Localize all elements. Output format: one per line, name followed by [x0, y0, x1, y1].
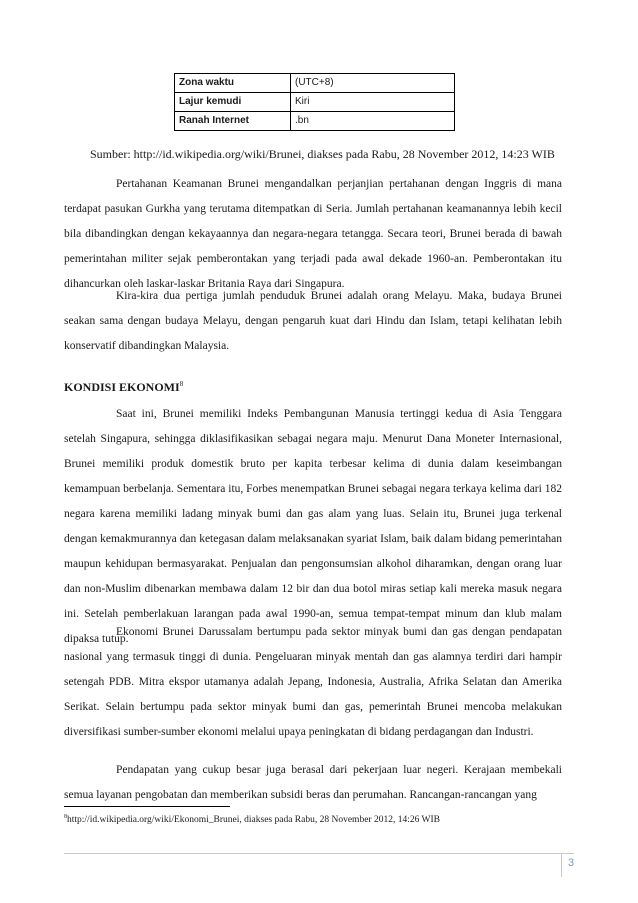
paragraph-text: Pertahanan Keamanan Brunei mengandalkan perjanjian pertahanan dengan Inggris di mana terdapat pasukan Gurkha yang terutama ditempatkan di Seria. Jumlah pertahanan keamanannya lebih kecil bila dibandingkan dengan kekayaannya dan negara-negara tetangga. Secara teori, Brunei berada di bawah pemerintahan militer sejak pemberontakan yang terjadi pada awal dekade 1960-an. Pemberontakan itu dihancurkan oleh laskar-laskar Britania Raya dari Singapura.	[64, 178, 562, 290]
table-key: Lajur kemudi	[175, 93, 291, 112]
footnote-number: 8	[64, 814, 67, 820]
section-heading	[64, 380, 183, 395]
paragraph-text: Kira-kira dua pertiga jumlah penduduk Brunei adalah orang Melayu. Maka, budaya Brunei seakan sama dengan budaya Melayu, dengan pengaruh kuat dari Hindu dan Islam, tetapi kelihatan lebih konservatif dibandingkan Malaysia.	[64, 290, 562, 352]
table-row	[175, 112, 455, 131]
heading-text: KONDISI EKONOMI	[64, 380, 180, 394]
source-caption: Sumber: http://id.wikipedia.org/wiki/Brunei, diakses pada Rabu, 28 November 2012, 14:23 WIB	[90, 147, 555, 161]
table-row	[175, 74, 455, 93]
paragraph-defense	[64, 172, 562, 297]
table-row	[175, 93, 455, 112]
table-key: Zona waktu	[175, 74, 291, 93]
page-number: 3	[567, 857, 575, 869]
footnote-ref: 8	[179, 380, 184, 388]
footnote	[64, 814, 440, 825]
footer-rule	[64, 853, 574, 854]
table-value: .bn	[291, 112, 455, 131]
table-value: Kiri	[291, 93, 455, 112]
table-key: Ranah Internet	[175, 112, 291, 131]
paragraph-economy	[64, 620, 562, 745]
paragraph-hdi	[64, 402, 562, 652]
footnote-divider	[64, 806, 230, 807]
paragraph-text: Pendapatan yang cukup besar juga berasal dari pekerjaan luar negeri. Kerajaan membekali semua layanan pengobatan dan memberikan subsidi beras dan perumahan. Rancangan-rancangan yang	[64, 764, 562, 801]
table-value: (UTC+8)	[291, 74, 455, 93]
paragraph-text: Saat ini, Brunei memiliki Indeks Pembangunan Manusia tertinggi kedua di Asia Tenggara setelah Singapura, sehingga diklasifikasikan sebagai negara maju. Menurut Dana Moneter Internasional, Brunei memiliki produk domestik bruto per kapita terbesar kelima di dunia dalam keseimbangan kemampuan berbelanja. Sementara itu, Forbes menempatkan Brunei sebagai negara terkaya kelima dari 182 negara karena memiliki ladang minyak bumi dan gas alam yang luas. Selain itu, Brunei juga terkenal dengan kemakmurannya dan ketegasan dalam melaksanakan syariat Islam, baik dalam bidang pemerintahan maupun kehidupan bermasyarakat. Penjualan dan pengonsumsian alkohol diharamkan, dengan orang luar dan non-Muslim dibenarkan membawa dalam 12 bir dan dua botol miras setiap kali mereka masuk negara ini. Setelah pemberlakuan larangan pada awal 1990-an, semua tempat-tempat minum dan klub malam dipaksa tutup.	[64, 408, 562, 645]
paragraph-income	[64, 758, 562, 808]
paragraph-text: Ekonomi Brunei Darussalam bertumpu pada sektor minyak bumi dan gas dengan pendapatan nasional yang termasuk tinggi di dunia. Pengeluaran minyak mentah dan gas alamnya terdiri dari hampir setengah PDB. Mitra ekspor utamanya adalah Jepang, Indonesia, Australia, Afrika Selatan dan Amerika Serikat. Selain bertumpu pada sektor minyak bumi dan gas, pemerintah Brunei mencoba melakukan diversifikasi sumber-sumber ekonomi melalui upaya peningkatan di bidang perdagangan dan Industri.	[64, 626, 562, 738]
paragraph-culture	[64, 284, 562, 359]
info-table	[174, 73, 455, 131]
footnote-text: http://id.wikipedia.org/wiki/Ekonomi_Brunei, diakses pada Rabu, 28 November 2012, 14:26 WIB	[67, 815, 441, 826]
